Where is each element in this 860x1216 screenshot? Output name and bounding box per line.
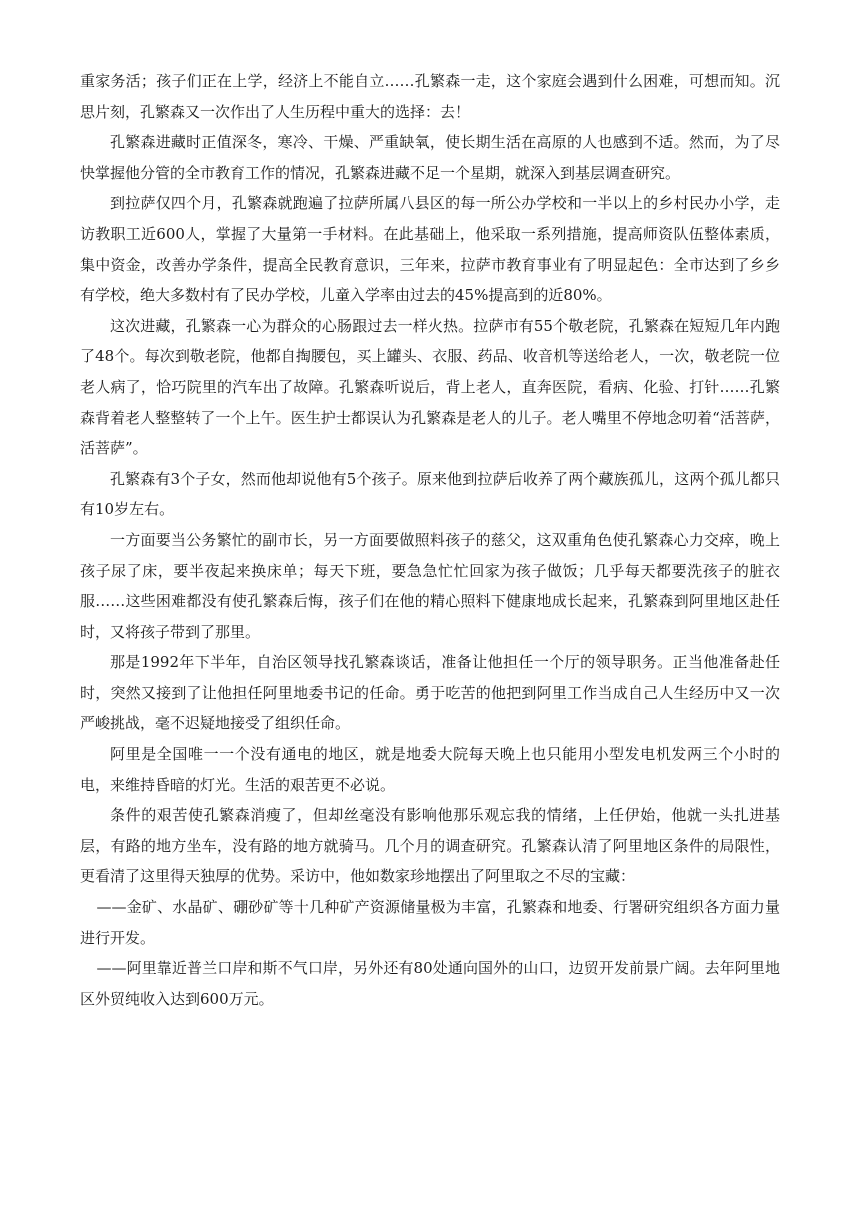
paragraph-border-trade: ——阿里靠近普兰口岸和斯不气口岸，另外还有80处通向国外的山口，边贸开发前景广阔。去年阿里地区外贸纯收入达到600万元。	[80, 959, 780, 1008]
paragraph-dual-role: 一方面要当公务繁忙的副市长，另一方面要做照料孩子的慈父，这双重角色使孔繁森心力交瘁，晚上孩子尿了床，要半夜起来换床单；每天下班，要急急忙忙回家为孩子做饭；几乎每天都要洗孩子的脏衣服……这些困难都没有使孔繁森后悔，孩子们在他的精心照料下健康地成长起来，孔繁森到阿里地区赴任时，又将孩子带到了那里。	[80, 530, 780, 641]
paragraph-education: 到拉萨仅四个月，孔繁森就跑遍了拉萨所属八县区的每一所公办学校和一半以上的乡村民办小学，走访教职工近600人，掌握了大量第一手材料。在此基础上，他采取一系列措施，提高师资队伍整体素质，集中资金，改善办学条件，提高全民教育意识，三年来，拉萨市教育事业有了明显起色：全市达到了乡乡有学校，绝大多数村有了民办学校，儿童入学率由过去的45%提高到的近80%。	[80, 194, 780, 305]
paragraph-ali-research: 条件的艰苦使孔繁森消瘦了，但却丝毫没有影响他那乐观忘我的情绪，上任伊始，他就一头扎进基层，有路的地方坐车，没有路的地方就骑马。几个月的调查研究。孔繁森认清了阿里地区条件的局限性，更看清了这里得天独厚的优势。采访中，他如数家珍地摆出了阿里取之不尽的宝藏：	[80, 806, 780, 886]
paragraph-ali-electricity: 阿里是全国唯一一个没有通电的地区，就是地委大院每天晚上也只能用小型发电机发两三个小时的电，来维持昏暗的灯光。生活的艰苦更不必说。	[80, 745, 780, 794]
paragraph-arrival: 孔繁森进藏时正值深冬，寒冷、干燥、严重缺氧，使长期生活在高原的人也感到不适。然而，为了尽快掌握他分管的全市教育工作的情况，孔繁森进藏不足一个星期，就深入到基层调查研究。	[80, 133, 780, 182]
paragraph-ali-appointment: 那是1992年下半年，自治区领导找孔繁森谈话，准备让他担任一个厅的领导职务。正当他准备赴任时，突然又接到了让他担任阿里地委书记的任命。勇于吃苦的他把到阿里工作当成自己人生经历中又一次严峻挑战，毫不迟疑地接受了组织任命。	[80, 653, 780, 733]
paragraph-mineral-resources: ——金矿、水晶矿、硼砂矿等十几种矿产资源储量极为丰富，孔繁森和地委、行署研究组织各方面力量进行开发。	[80, 898, 780, 947]
paragraph-children: 孔繁森有3个子女，然而他却说他有5个孩子。原来他到拉萨后收养了两个藏族孤儿，这两个孤儿都只有10岁左右。	[80, 469, 780, 519]
paragraph-elderly-care: 这次进藏，孔繁森一心为群众的心肠跟过去一样火热。拉萨市有55个敬老院，孔繁森在短短几年内跑了48个。每次到敬老院，他都自掏腰包，买上罐头、衣服、药品、收音机等送给老人，一次，敬老院一位老人病了，恰巧院里的汽车出了故障。孔繁森听说后，背上老人，直奔医院，看病、化验、打针……孔繁森背着老人整整转了一个上午。医生护士都误认为孔繁森是老人的儿子。老人嘴里不停地念叨着“活菩萨，活菩萨”。	[80, 316, 780, 458]
paragraph-choice: 重家务活；孩子们正在上学，经济上不能自立……孔繁森一走，这个家庭会遇到什么困难，可想而知。沉思片刻，孔繁森又一次作出了人生历程中重大的选择：去！	[80, 72, 780, 121]
document-page	[80, 66, 780, 1014]
